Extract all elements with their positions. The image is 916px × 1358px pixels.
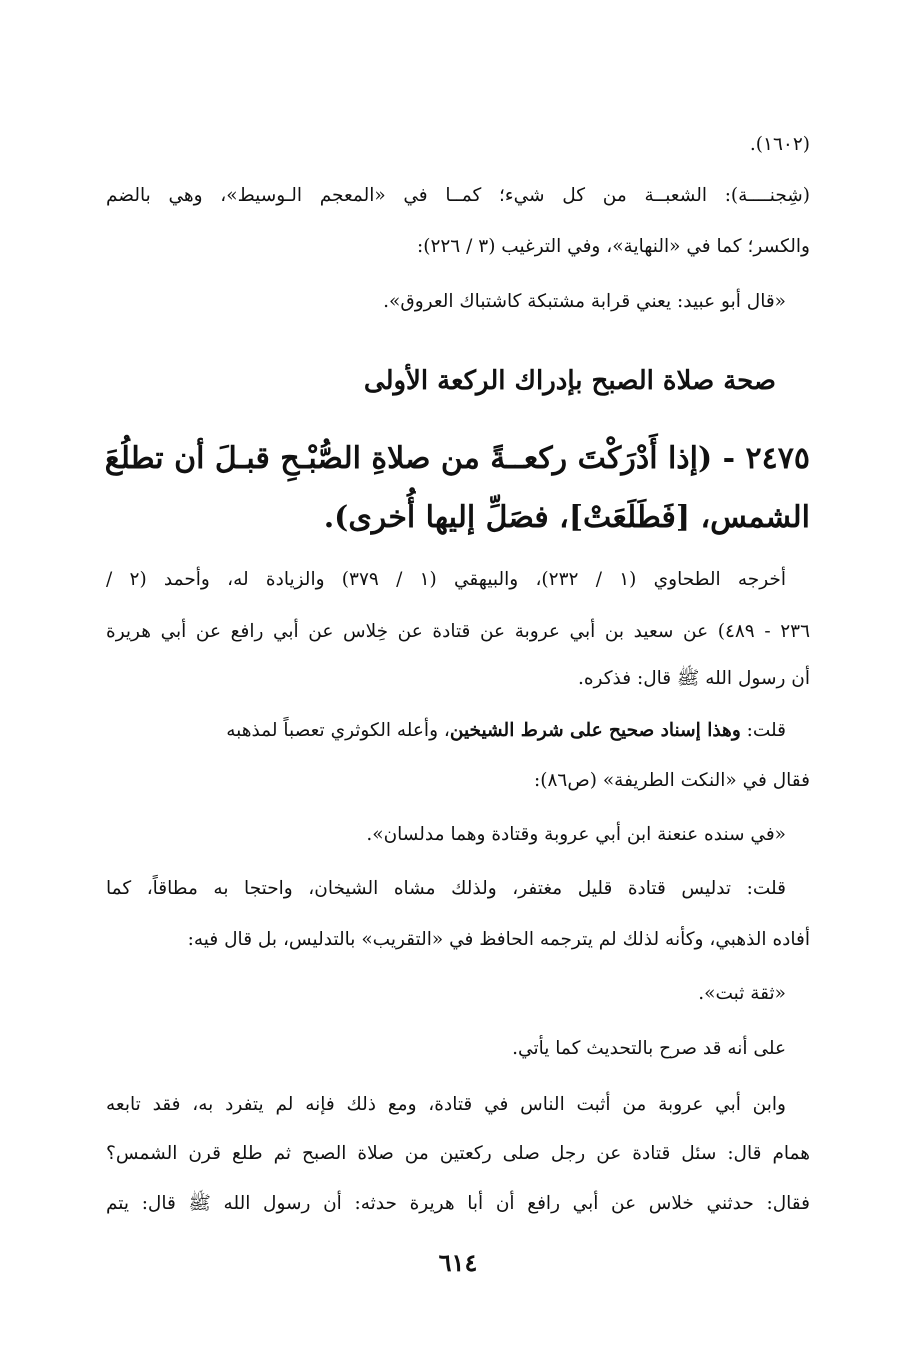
hadith-text: الشمس، [فَطَلَعَتْ]، فصَلِّ إليها أُخرى). <box>323 500 810 535</box>
body-text: قلت: <box>740 720 786 741</box>
hadith-text: ٢٤٧٥ - (إذا أَدْرَكْتَ ركعــةً من صلاةِ الصُّبْـحِ قبـلَ أن تطلُعَ <box>104 441 810 476</box>
body-line: فقال: حدثني خلاس عن أبي رافع أن أبا هريرة حدثه: أن رسول الله ﷺ قال: يتم <box>106 1193 810 1214</box>
quote-line: «في سنده عنعنة ابن أبي عروبة وقتادة وهما مدلسان». <box>366 824 786 845</box>
body-line: ٢٣٦ - ٤٨٩) عن سعيد بن أبي عروبة عن قتادة عن خِلاس عن أبي رافع عن أبي هريرة <box>106 621 811 642</box>
body-line: أفاده الذهبي، وكأنه لذلك لم يترجمه الحافظ في «التقريب» بالتدليس، بل قال فيه: <box>187 929 810 950</box>
footnote-reference: (١٦٠٢). <box>749 134 810 155</box>
body-line <box>106 720 786 741</box>
body-line: وابن أبي عروبة من أثبت الناس في قتادة، ومع ذلك فإنه لم يتفرد به، فقد تابعه <box>106 1094 786 1115</box>
body-line: همام قال: سئل قتادة عن رجل صلى ركعتين من صلاة الصبح ثم طلع قرن الشمس؟ <box>106 1143 810 1164</box>
quote-line: «ثقة ثبت». <box>698 983 786 1004</box>
body-line: أن رسول الله ﷺ قال: فذكره. <box>577 668 810 689</box>
body-line: أخرجه الطحاوي (١ / ٢٣٢)، والبيهقي (١ / ٣٧٩) والزيادة له، وأحمد (٢ / <box>106 569 786 590</box>
page-number: ٦١٤ <box>438 1248 478 1277</box>
body-text: ، وأعله الكوثري تعصباً لمذهبه <box>226 720 450 741</box>
section-title: صحة صلاة الصبح بإدراك الركعة الأولى <box>363 366 776 396</box>
bold-verdict: وهذا إسناد صحيح على شرط الشيخين <box>449 720 741 741</box>
footnote-line: والكسر؛ كما في «النهاية»، وفي الترغيب (٣ / ٢٢٦): <box>416 236 810 257</box>
footnote-line: (شِجنــــة): الشعبــة من كل شيء؛ كمــا في «المعجم الـوسيط»، وهي بالضم <box>106 185 810 206</box>
footnote-quote: «قال أبو عبيد: يعني قرابة مشتبكة كاشتباك العروق». <box>383 291 786 312</box>
body-line: على أنه قد صرح بالتحديث كما يأتي. <box>512 1038 786 1059</box>
body-line: قلت: تدليس قتادة قليل مغتفر، ولذلك مشاه الشيخان، واحتجا به مطاقاً، كما <box>106 878 786 899</box>
body-line: فقال في «النكت الطريفة» (ص٨٦): <box>534 770 810 791</box>
